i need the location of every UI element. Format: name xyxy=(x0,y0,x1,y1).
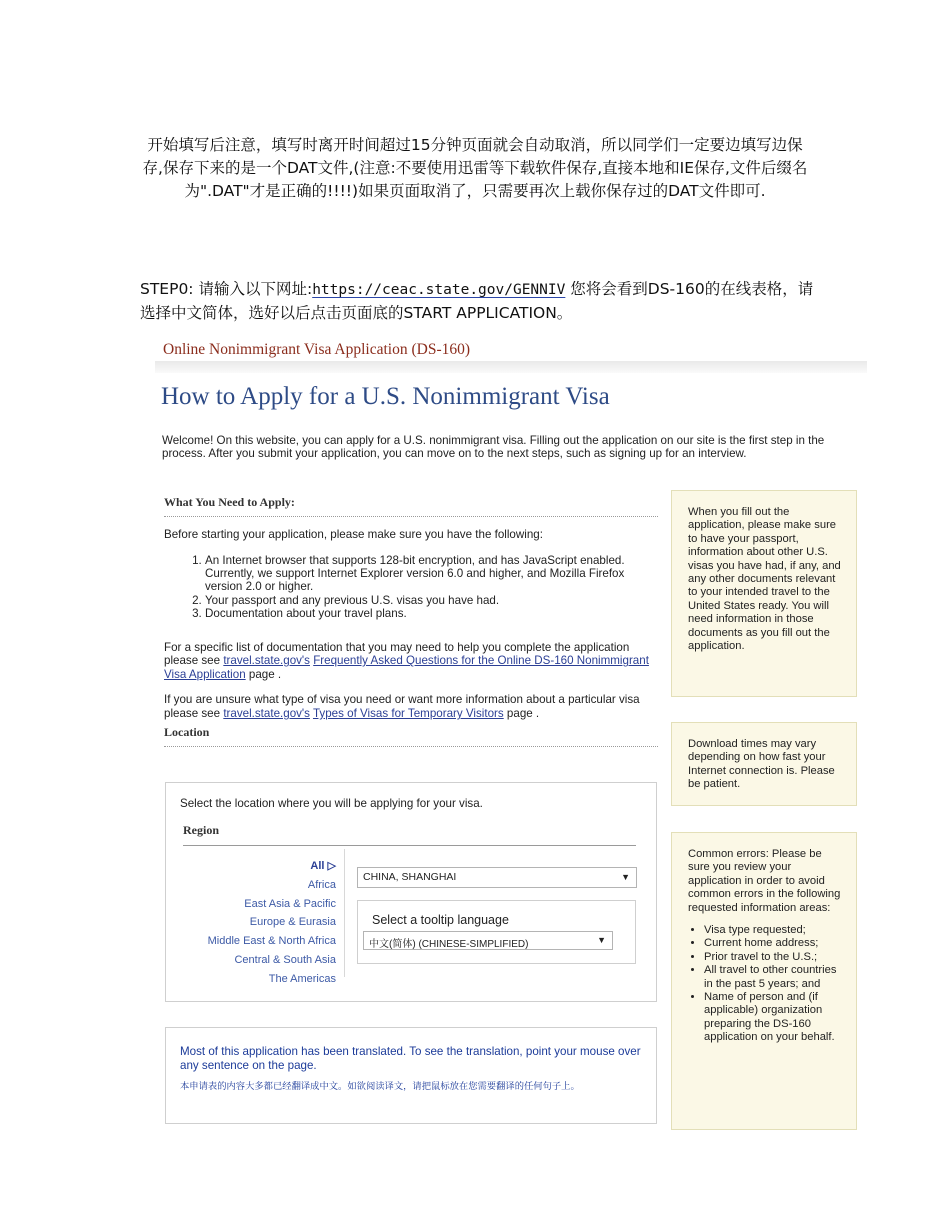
common-errors-list xyxy=(688,924,843,1045)
travel-state-gov-link[interactable]: travel.state.gov's xyxy=(223,707,310,720)
requirement-item: 2. Your passport and any previous U.S. visas you have had. xyxy=(205,594,658,607)
location-select-value: CHINA, SHANGHAI xyxy=(363,871,457,883)
common-error-item: • All travel to other countries in the past 5 years; and xyxy=(704,964,843,991)
ceac-url-link[interactable]: https://ceac.state.gov/GENNIV xyxy=(312,282,566,298)
common-error-item: • Visa type requested; xyxy=(704,924,843,937)
location-select[interactable] xyxy=(357,867,637,888)
region-item-africa[interactable]: Africa xyxy=(307,878,336,891)
location-instruction: Select the location where you will be applying for your visa. xyxy=(180,797,483,810)
region-divider xyxy=(344,849,345,977)
region-item-europe-eurasia[interactable]: Europe & Eurasia xyxy=(249,916,336,929)
sidebar-tip-download xyxy=(671,722,857,806)
region-item-all[interactable]: All ▷ xyxy=(310,860,336,872)
region-heading: Region xyxy=(183,823,636,846)
header-bar xyxy=(155,361,867,373)
location-heading: Location xyxy=(164,725,658,747)
travel-state-gov-link[interactable]: travel.state.gov's xyxy=(223,654,310,668)
docs-paragraph xyxy=(164,641,658,682)
common-error-item: • Name of person and (if applicable) organization preparing the DS-160 application on your behalf. xyxy=(704,991,843,1045)
tooltip-language-label: Select a tooltip language xyxy=(372,913,509,927)
translation-notice-en: Most of this application has been translated. To see the translation, point your mouse over any sentence on the page. xyxy=(180,1045,641,1072)
step0-suffix: 您将会看到DS-160的在线表格，请选择中文简体，选好以后点击页面底的START APPLICATION。 xyxy=(140,280,814,322)
need-intro: Before starting your application, please make sure you have the following: xyxy=(164,528,543,541)
translation-notice xyxy=(165,1027,657,1124)
faq-ds160-link[interactable]: Frequently Asked Questions for the Online DS-160 Nonimmigrant Visa Application xyxy=(164,654,649,681)
visa-types-link[interactable]: Types of Visas for Temporary Visitors xyxy=(312,707,504,720)
intro-paragraph: 开始填写后注意，填写时离开时间超过15分钟页面就会自动取消，所以同学们一定要边填写边保存,保存下来的是一个DAT文件,(注意:不要使用迅雷等下载软件保存,直接本地和IE保存,文件后缀名为".DAT"才是正确的!!!!)如果页面取消了，只需要再次上载你保存过的DAT文件即可. xyxy=(142,136,808,200)
region-item-middle-east-north-africa[interactable]: Middle East & North Africa xyxy=(207,935,336,948)
page-title: How to Apply for a U.S. Nonimmigrant Visa xyxy=(161,383,610,410)
sidebar-tip-documents xyxy=(671,490,857,697)
docs-text-end: page . xyxy=(245,667,282,681)
dropdown-arrow-icon: ▼ xyxy=(597,935,606,945)
sidebar-tip-documents-text: When you fill out the application, please make sure to have your passport, information about other U.S. visas you have had, if any, and any other documents relevant to your intended travel to the United States ready. You will need information in those documents as you fill out the application. xyxy=(688,506,841,653)
requirements-list xyxy=(164,554,658,621)
app-title: Online Nonimmigrant Visa Application (DS-160) xyxy=(163,341,471,358)
tooltip-language-select[interactable] xyxy=(363,931,613,950)
visa-text: If you are unsure what type of visa you need or want more information about a particular visa please see xyxy=(164,693,640,720)
welcome-text: Welcome! On this website, you can apply for a U.S. nonimmigrant visa. Filling out the application on our site is the first step in the process. After you submit your application, you can move on to the next steps, such as signing up for an interview. xyxy=(162,434,825,461)
requirement-item: 3. Documentation about your travel plans. xyxy=(205,607,658,620)
common-errors-intro: Common errors: Please be sure you review your application in order to avoid common errors in the following requested information areas: xyxy=(688,848,841,914)
tooltip-language-panel xyxy=(357,900,636,964)
docs-text: For a specific list of documentation that you may need to help you complete the application please see xyxy=(164,640,630,668)
region-item-east-asia-pacific[interactable]: East Asia & Pacific xyxy=(244,897,336,910)
need-heading: What You Need to Apply: xyxy=(164,495,658,517)
translation-notice-zh: 本申请表的内容大多都已经翻译成中文。如欲阅读译文，请把鼠标放在您需要翻译的任何句子上。 xyxy=(180,1081,580,1092)
region-list xyxy=(176,857,336,989)
common-error-item: • Prior travel to the U.S.; xyxy=(704,951,843,964)
sidebar-tip-download-text: Download times may vary depending on how fast your Internet connection is. Please be patient. xyxy=(688,738,835,791)
step0-prefix: STEP0: 请输入以下网址: xyxy=(140,280,313,298)
location-panel xyxy=(165,782,657,1002)
ds160-screenshot xyxy=(150,335,870,1130)
step0-paragraph xyxy=(140,278,820,325)
dropdown-arrow-icon: ▼ xyxy=(621,872,630,882)
tooltip-language-value: 中文(简体) (CHINESE-SIMPLIFIED) xyxy=(369,939,529,950)
main-content xyxy=(164,495,658,747)
region-item-central-south-asia[interactable]: Central & South Asia xyxy=(234,953,336,966)
region-item-americas[interactable]: The Americas xyxy=(268,972,336,985)
sidebar-common-errors xyxy=(671,832,857,1130)
visa-text-end: page . xyxy=(503,707,540,720)
common-error-item: • Current home address; xyxy=(704,937,843,950)
requirement-item: 1. An Internet browser that supports 128-bit encryption, and has JavaScript enabled. Currently, we support Internet Explorer version 6.0 and higher, and Mozilla Firefox version 2.0 or higher. xyxy=(205,554,658,594)
visa-paragraph xyxy=(164,693,658,720)
